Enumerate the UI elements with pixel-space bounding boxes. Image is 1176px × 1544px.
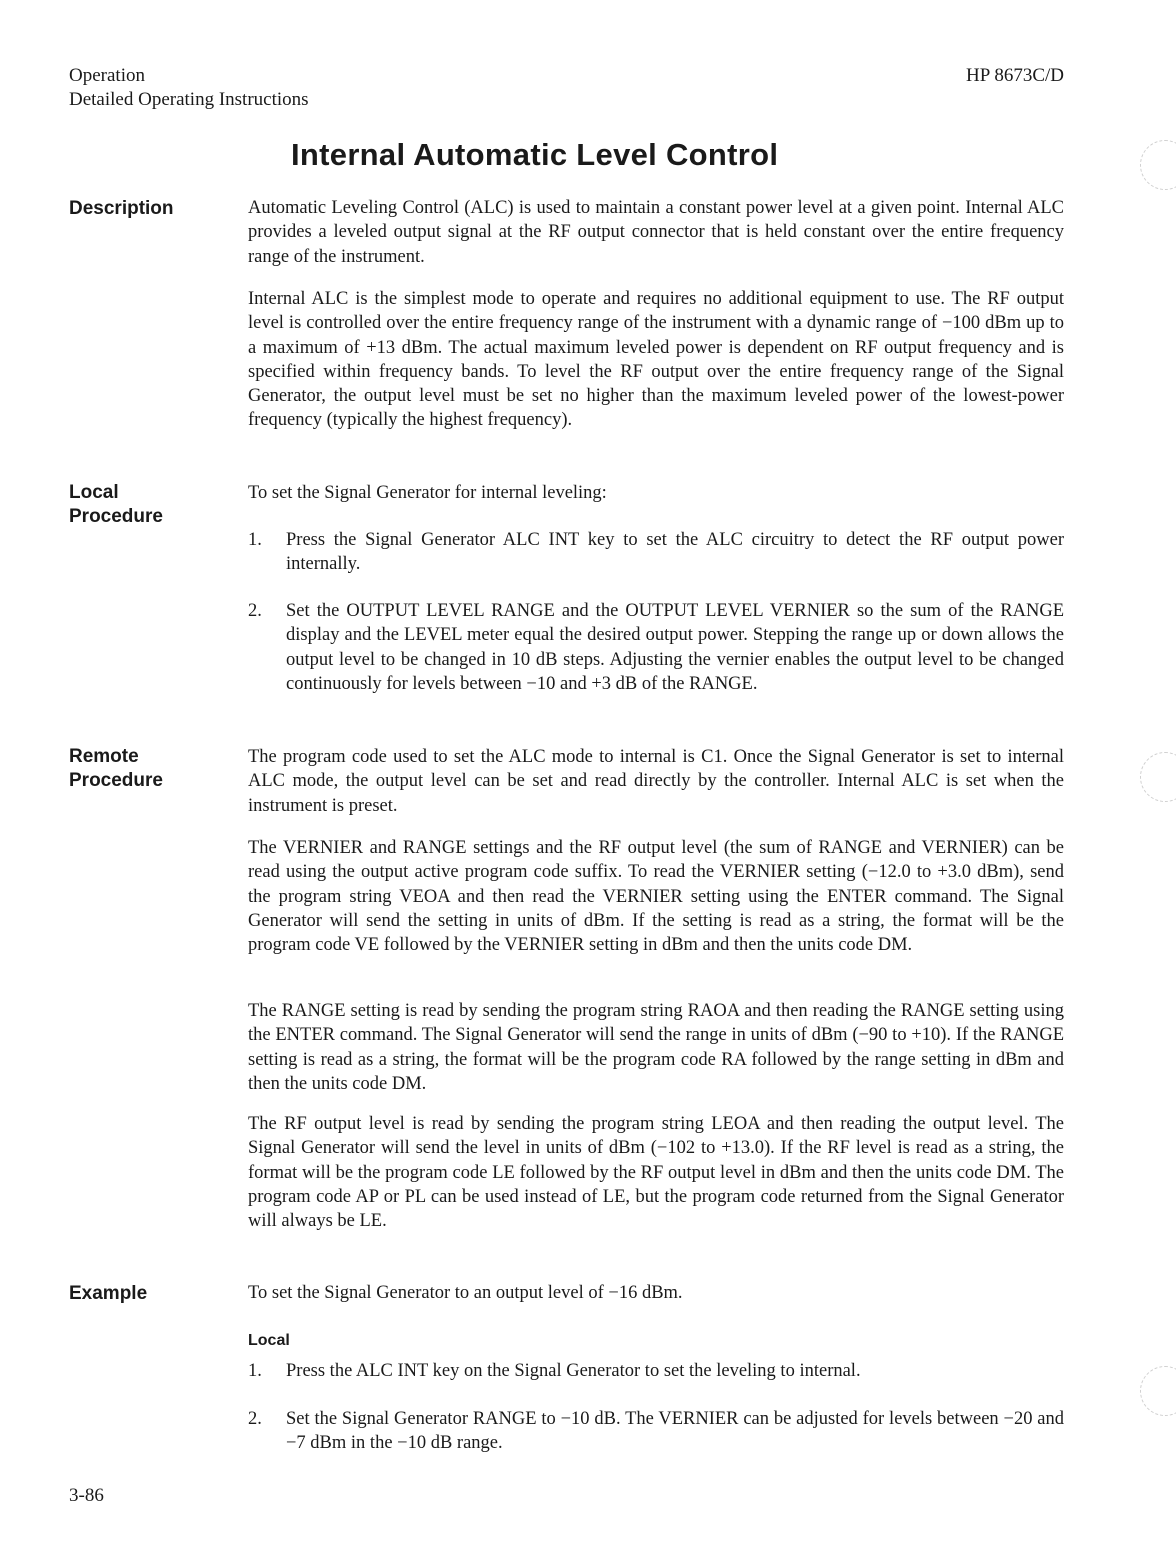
remote-paragraph-4: The RF output level is read by sending the program string LEOA and then reading the output level. The Signal Generator will send the level in units of dBm (−102 to +13.0). If the RF level is read as a string, the format will be the program code LE followed by the RF output level in dBm and then the units code DM. The program code AP or PL can be used instead of LE, but the program code returned from the Signal Generator will always be LE.	[248, 1114, 1064, 1232]
page-title: Internal Automatic Level Control	[291, 137, 779, 172]
description-heading: Description	[69, 198, 174, 219]
example-step-text: Set the Signal Generator RANGE to −10 dB. The VERNIER can be adjusted for levels between −20 and −7 dBm in the −10 dB range.	[286, 1409, 1064, 1454]
page-number: 3-86	[69, 1485, 104, 1506]
local-step-number: 2.	[248, 601, 262, 621]
remote-paragraph-1: The program code used to set the ALC mode to internal is C1. Once the Signal Generator is set to internal ALC mode, the output level can be set and read directly by the controller. Internal ALC is set when the instrument is preset.	[248, 747, 1064, 816]
remote-procedure-heading-line2: Procedure	[69, 770, 163, 791]
local-procedure-heading-line2: Procedure	[69, 506, 163, 527]
header-subsection: Detailed Operating Instructions	[69, 89, 309, 110]
header-model: HP 8673C/D	[965, 65, 1064, 86]
example-local-subheading: Local	[248, 1332, 290, 1349]
punch-hole-mark	[1140, 752, 1176, 802]
local-step-text: Press the Signal Generator ALC INT key to set the ALC circuitry to detect the RF output power internally.	[286, 530, 1064, 575]
local-procedure-heading-line1: Local	[69, 482, 119, 503]
example-step-text: Press the ALC INT key on the Signal Generator to set the leveling to internal.	[286, 1361, 861, 1381]
description-paragraph-2: Internal ALC is the simplest mode to operate and requires no additional equipment to use. The RF output level is controlled over the entire frequency range of the instrument with a dynamic range of −100 dBm up to a maximum of +13 dBm. The actual maximum leveled power is dependent on RF output frequency and is specified within frequency bands. To level the RF output over the entire frequency range of the Signal Generator, the output level must be set no higher than the maximum leveled power of the lowest-power frequency (typically the highest frequency).	[248, 289, 1064, 431]
punch-hole-mark	[1140, 140, 1176, 190]
punch-hole-mark	[1140, 1366, 1176, 1416]
local-step-number: 1.	[248, 530, 262, 550]
remote-paragraph-3: The RANGE setting is read by sending the program string RAOA and then reading the RANGE setting using the ENTER command. The Signal Generator will send the range in units of dBm (−90 to +10). If the RANGE setting is read as a string, the format will be the program code RA followed by the range setting in dBm and then the units code DM.	[248, 1001, 1064, 1094]
remote-procedure-heading-line1: Remote	[69, 746, 139, 767]
example-step-number: 1.	[248, 1361, 262, 1381]
description-paragraph-1: Automatic Leveling Control (ALC) is used to maintain a constant power level at a given point. Internal ALC provides a leveled output signal at the RF output connector that is held constant over the entire frequency range of the instrument.	[248, 198, 1064, 267]
local-procedure-intro: To set the Signal Generator for internal leveling:	[248, 483, 607, 503]
remote-paragraph-2: The VERNIER and RANGE settings and the RF output level (the sum of RANGE and VERNIER) can be read using the output active program code suffix. To read the VERNIER setting (−12.0 to +3.0 dBm), send the program string VEOA and then read the VERNIER setting using the ENTER command. The Signal Generator will send the setting in units of dBm. If the setting is read as a string, the format will be the program code VE followed by the VERNIER setting in dBm and then the units code DM.	[248, 838, 1064, 956]
example-intro: To set the Signal Generator to an output level of −16 dBm.	[248, 1283, 683, 1303]
local-step-text: Set the OUTPUT LEVEL RANGE and the OUTPUT LEVEL VERNIER so the sum of the RANGE display and the LEVEL meter equal the desired output power. Stepping the range up or down allows the output level to be changed in 10 dB steps. Adjusting the vernier enables the output level to be changed continuously for levels between −10 and +3 dB of the RANGE.	[286, 601, 1064, 694]
example-heading: Example	[69, 1283, 148, 1304]
header-section: Operation	[69, 65, 145, 86]
example-step-number: 2.	[248, 1409, 262, 1429]
